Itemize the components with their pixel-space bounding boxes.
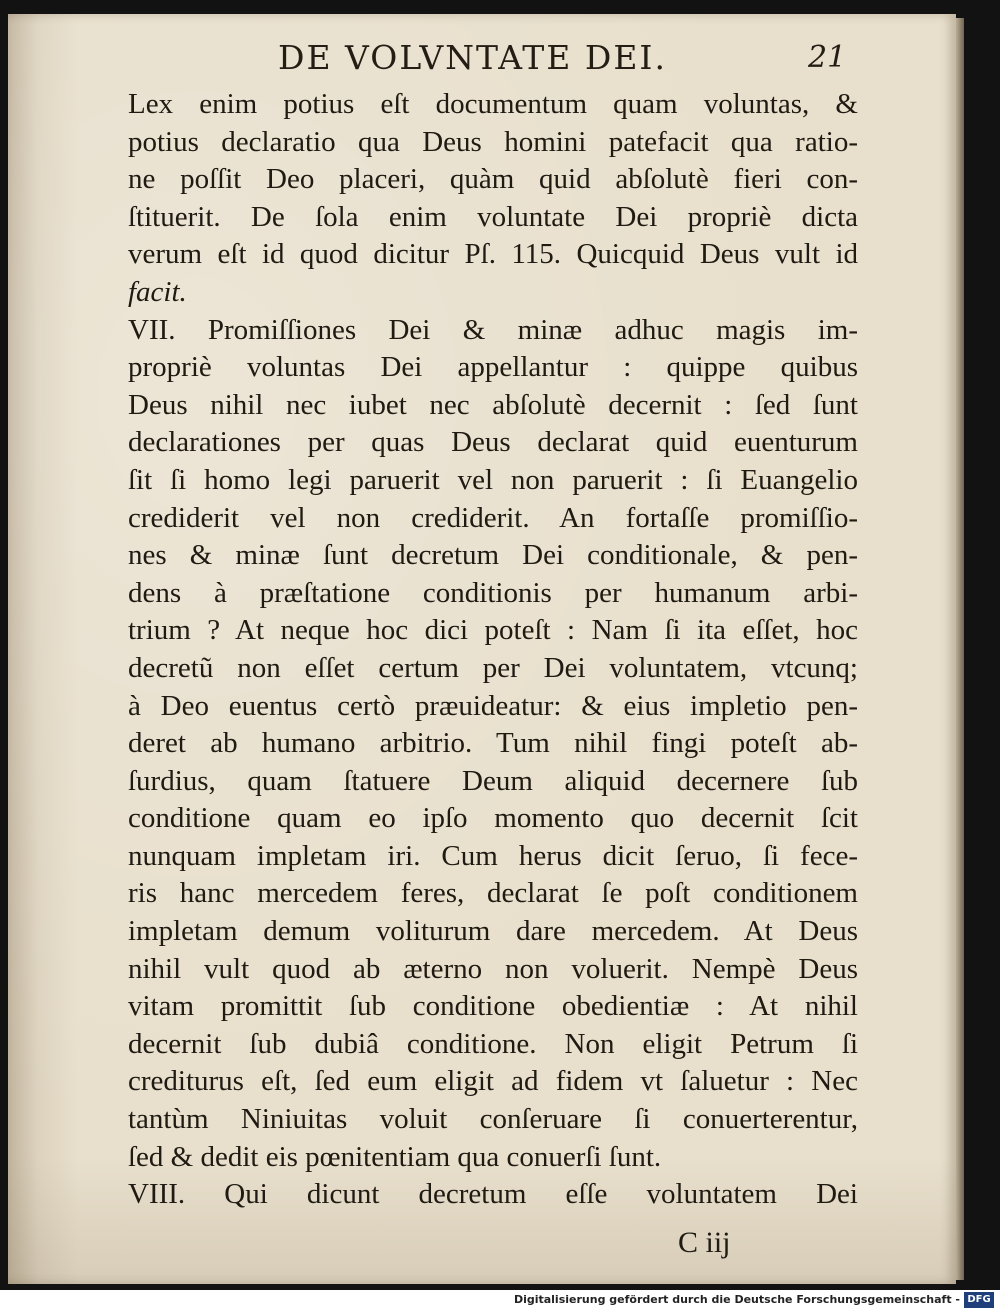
text-line: ſed & dedit eis pœnitentiam qua conuerſi ſunt. xyxy=(128,1140,662,1173)
text-line: ſtituerit. De ſola enim voluntate Dei propriè dicta xyxy=(128,200,858,233)
text-line: decernit ſub dubiâ conditione. Non eligit Petrum ſi xyxy=(128,1027,858,1060)
text-line: crediturus eſt, ſed eum eligit ad fidem vt ſaluetur : Nec xyxy=(128,1065,858,1098)
text-line: Deus nihil nec iubet nec abſolutè decernit : ſed ſunt xyxy=(128,388,858,421)
funding-credit: Digitalisierung gefördert durch die Deutsche Forschungsgemeinschaft - xyxy=(513,1293,960,1306)
text-line: conditione quam eo ipſo momento quo decernit ſcit xyxy=(128,802,858,835)
text-line: ne poſſit Deo placeri, quàm quid abſolutè fieri con- xyxy=(128,163,858,196)
page-number: 21 xyxy=(808,40,847,75)
text-line: propriè voluntas Dei appellantur : quippe quibus xyxy=(128,351,858,384)
text-line: facit. xyxy=(128,275,187,308)
text-line: impletam demum voliturum dare mercedem. At Deus xyxy=(128,915,858,948)
signature-mark: C iij xyxy=(678,1226,731,1259)
digitization-footer xyxy=(0,1290,1000,1311)
text-line: Lex enim potius eſt documentum quam voluntas, & xyxy=(128,88,858,120)
text-line: à Deo euentus certò præuideatur: & eius impletio pen- xyxy=(128,689,858,722)
text-line: ſurdius, quam ſtatuere Deum aliquid decernere ſub xyxy=(128,764,858,797)
text-line: nihil vult quod ab æterno non voluerit. Nempè Deus xyxy=(128,952,858,985)
text-line: crediderit vel non crediderit. An fortaſſe promiſſio- xyxy=(128,501,858,534)
text-line: ris hanc mercedem feres, declarat ſe poſt conditionem xyxy=(128,877,858,910)
text-line: verum eſt id quod dicitur Pſ. 115. Quicquid Deus vult id xyxy=(128,238,858,271)
book-page xyxy=(8,14,956,1284)
text-line: trium ? At neque hoc dici poteſt : Nam ſi ita eſſet, hoc xyxy=(128,614,858,647)
page-edge xyxy=(956,18,964,1280)
dfg-logo-icon[interactable]: DFG xyxy=(964,1292,994,1308)
running-head xyxy=(8,38,956,82)
text-line: dens à præſtatione conditionis per humanum arbi- xyxy=(128,576,858,609)
text-line: vitam promittit ſub conditione obedientiæ : At nihil xyxy=(128,990,858,1023)
text-line: declarationes per quas Deus declarat quid euenturum xyxy=(128,426,858,459)
text-line: ſit ſi homo legi paruerit vel non paruerit : ſi Euangelio xyxy=(128,463,858,496)
text-line: nunquam impletam iri. Cum herus dicit ſeruo, ſi fece- xyxy=(128,839,858,872)
text-line: VIII. Qui dicunt decretum eſſe voluntatem Dei xyxy=(128,1178,858,1211)
running-title: DE VOLVNTATE DEI. xyxy=(278,38,667,77)
text-line: deret ab humano arbitrio. Tum nihil fingi poteſt ab- xyxy=(128,727,858,760)
body-text xyxy=(128,86,858,1214)
text-line: decretũ non eſſet certum per Dei voluntatem, vtcunq; xyxy=(128,651,858,684)
text-line: tantùm Niniuitas voluit conſeruare ſi conuerterentur, xyxy=(128,1103,858,1136)
text-line: VII. Promiſſiones Dei & minæ adhuc magis im- xyxy=(128,313,858,346)
text-line: nes & minæ ſunt decretum Dei conditionale, & pen- xyxy=(128,539,858,572)
text-line: potius declaratio qua Deus homini patefacit qua ratio- xyxy=(128,125,858,158)
